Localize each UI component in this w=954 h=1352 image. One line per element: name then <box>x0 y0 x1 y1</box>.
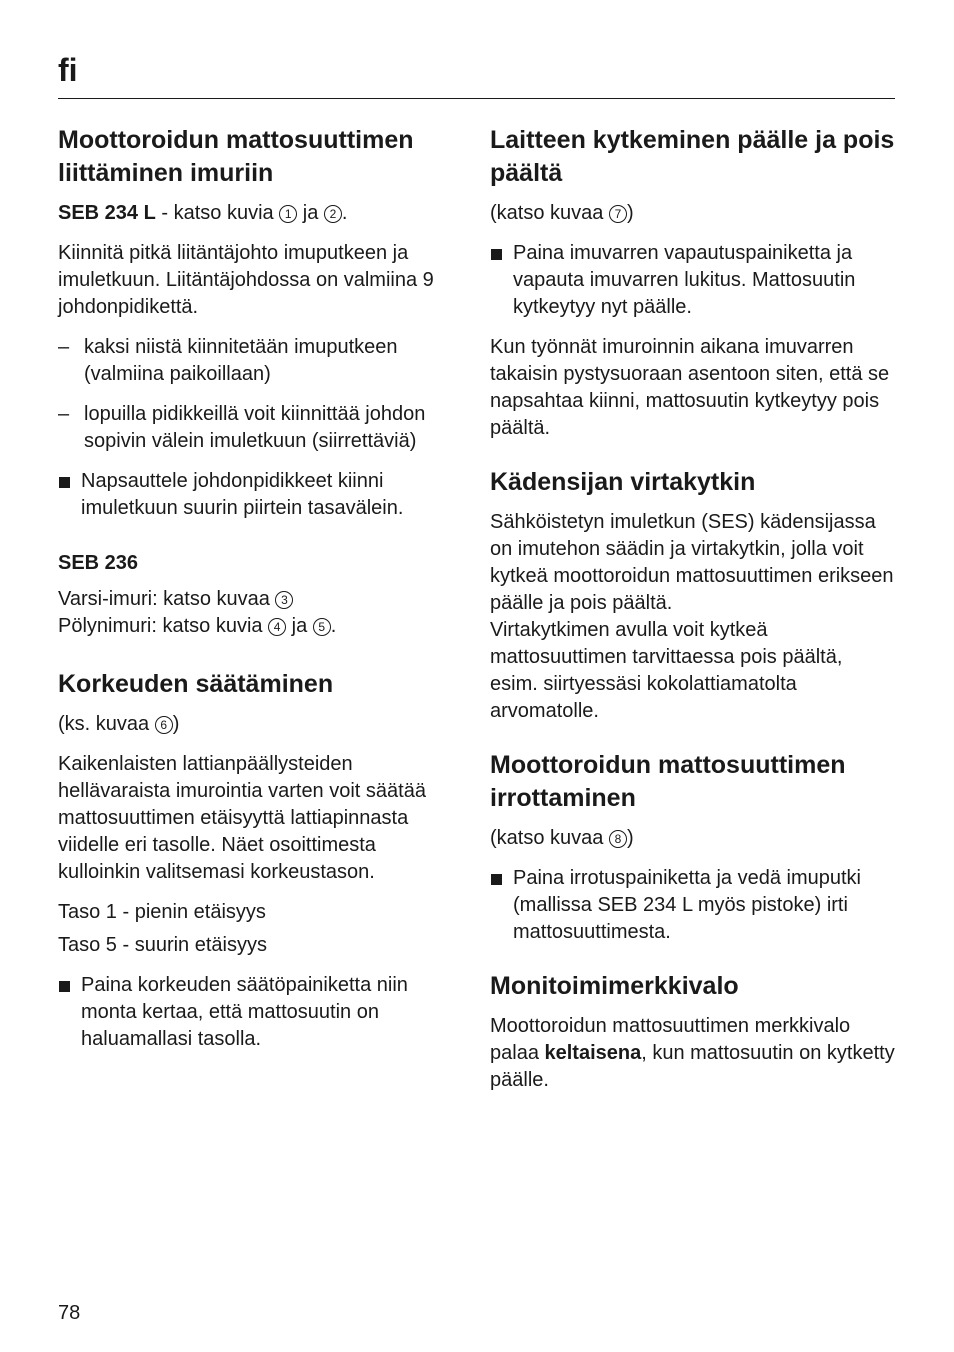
indicator-text-post: , kun mattosuutin on kytketty päälle. <box>490 1042 895 1091</box>
bullet-text: Paina korkeuden säätöpainiketta niin monta kertaa, että mattosuutin on haluamallasi tasolla. <box>81 974 408 1050</box>
bullet-item-clips <box>58 468 463 522</box>
section-title-detach-nozzle: Moottoroidun mattosuuttimen irrottaminen <box>490 751 846 812</box>
dash-marker: – <box>58 403 70 425</box>
bullet-text: Paina imuvarren vapautuspainiketta ja vapauta imuvarren lukitus. Mattosuutin kytkeytyy nyt päälle. <box>513 242 856 318</box>
square-bullet-icon <box>59 981 70 992</box>
section-title-connect-nozzle: Moottoroidun mattosuuttimen liittäminen imuriin <box>58 126 414 187</box>
height-paragraph: Kaikenlaisten lattianpäällysteiden hellävaraista imurointia varten voit säätää mattosuuttimen etäisyyttä lattiapinnasta viidelle eri tasolle. Näet osoittimesta kulloinkin valitsemasi korkeustason. <box>58 753 426 883</box>
indicator-paragraph <box>490 1013 895 1094</box>
detach-figure-ref <box>490 825 895 852</box>
dash-item-text: lopuilla pidikkeillä voit kiinnittää johdon sopivin välein imuletkuun (siirrettäviä) <box>84 403 426 452</box>
square-bullet-icon <box>491 874 502 885</box>
header-divider <box>58 98 895 99</box>
level-1-text: Taso 1 - pienin etäisyys <box>58 901 266 923</box>
height-figure-ref <box>58 711 463 738</box>
dash-item-1 <box>58 334 463 388</box>
period-text: . <box>330 615 337 637</box>
subheading-seb236: SEB 236 <box>58 552 139 574</box>
figure-ref-1: 1 <box>279 205 297 223</box>
bullet-text: Napsauttele johdonpidikkeet kiinni imuletkuun suurin piirtein tasavälein. <box>81 470 404 519</box>
handle-switch-paragraph-2: Virtakytkimen avulla voit kytkeä mattosuuttimen tarvittaessa pois päältä, esim. siirtyessäsi kokolattiamatolta arvomatolle. <box>490 619 843 722</box>
figure-ref-3: 3 <box>275 591 293 609</box>
upright-ref-text: Varsi-imuri: katso kuvaa <box>58 588 276 610</box>
ref-text: (katso kuvaa <box>490 202 609 224</box>
dash-item-text: kaksi niistä kiinnitetään imuputkeen (valmiina paikoillaan) <box>84 336 398 385</box>
and-text: ja <box>297 202 324 224</box>
language-label: fi <box>58 52 78 88</box>
model-ref-text: - katso kuvia <box>155 202 280 224</box>
ref-text: (katso kuvaa <box>490 827 609 849</box>
ref-close: ) <box>172 713 180 735</box>
section-title-handle-switch: Kädensijan virtakytkin <box>490 468 756 496</box>
bullet-item-height <box>58 972 463 1053</box>
bullet-item-release <box>490 240 895 321</box>
figure-ref-6: 6 <box>155 716 173 734</box>
connect-paragraph: Kiinnitä pitkä liitäntäjohto imuputkeen ja imuletkuun. Liitäntäjohdossa on valmiina 9 johdonpidikettä. <box>58 242 434 318</box>
section-title-switch-on-off: Laitteen kytkeminen päälle ja pois päältä <box>490 126 895 187</box>
section-title-indicator-light: Monitoimimerkkivalo <box>490 972 739 1000</box>
indicator-text-pre: Moottoroidun mattosuuttimen merkkivalo palaa <box>490 1015 851 1064</box>
right-column <box>490 124 895 1107</box>
indicator-color-word: keltaisena <box>544 1042 642 1064</box>
model-name: SEB 234 L <box>58 202 156 224</box>
square-bullet-icon <box>491 249 502 260</box>
left-column <box>58 124 463 1066</box>
period-text: . <box>341 202 348 224</box>
bullet-item-detach <box>490 865 895 946</box>
figure-ref-7: 7 <box>609 205 627 223</box>
page-number: 78 <box>58 1302 81 1324</box>
figure-ref-5: 5 <box>313 618 331 636</box>
figure-ref-8: 8 <box>609 830 627 848</box>
figure-ref-4: 4 <box>268 618 286 636</box>
level-5-text: Taso 5 - suurin etäisyys <box>58 934 267 956</box>
canister-ref-text: Pölynimuri: katso kuvia <box>58 615 269 637</box>
ref-close: ) <box>626 827 634 849</box>
dash-item-2 <box>58 401 463 455</box>
square-bullet-icon <box>59 477 70 488</box>
seb236-figure-refs <box>58 586 463 640</box>
switch-figure-ref <box>490 200 895 227</box>
model-reference <box>58 200 463 227</box>
ref-close: ) <box>626 202 634 224</box>
dash-marker: – <box>58 336 70 358</box>
switch-paragraph: Kun työnnät imuroinnin aikana imuvarren takaisin pystysuoraan asentoon siten, että se napsahtaa kiinni, mattosuutin kytkeytyy pois päältä. <box>490 336 890 439</box>
handle-switch-paragraph-1: Sähköistetyn imuletkun (SES) kädensijassa on imutehon säädin ja virtakytkin, jolla voit kytkeä moottoroidun mattosuuttimen erikseen päälle ja pois päältä. <box>490 511 894 614</box>
figure-ref-2: 2 <box>324 205 342 223</box>
bullet-text: Paina irrotuspainiketta ja vedä imuputki (mallissa SEB 234 L myös pistoke) irti mattosuuttimesta. <box>513 867 861 943</box>
section-title-height: Korkeuden säätäminen <box>58 670 334 698</box>
ref-text: (ks. kuvaa <box>58 713 155 735</box>
and-text: ja <box>286 615 313 637</box>
